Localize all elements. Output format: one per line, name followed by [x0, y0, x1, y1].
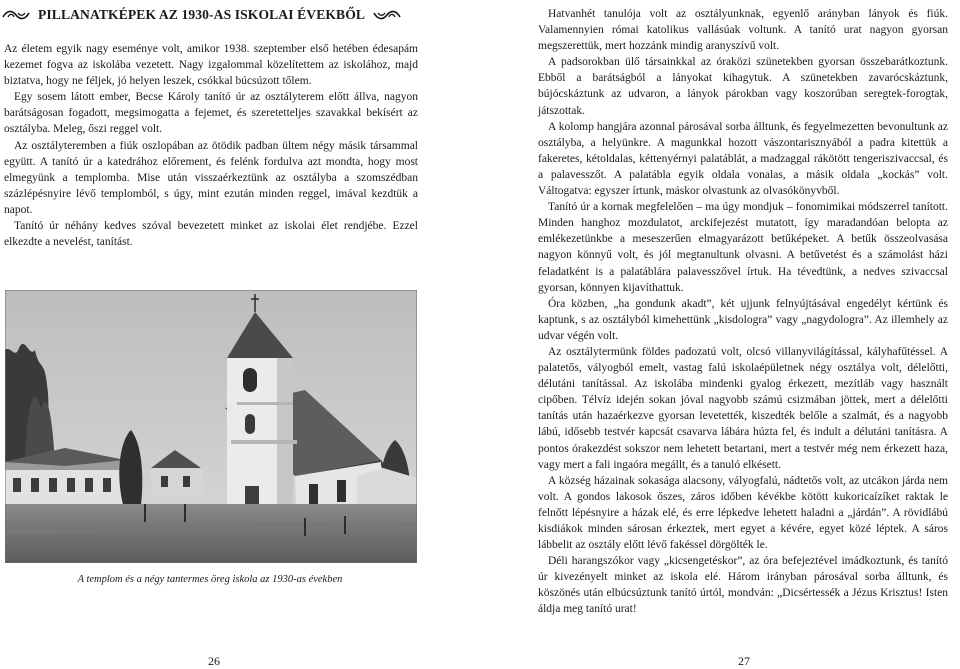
fleuron-ornament-icon: [373, 8, 401, 22]
page-number: 27: [738, 654, 750, 668]
paragraph: Tanító úr néhány kedves szóval bevezetett minket az iskolai élet rendjébe. Ezzel elkezdte a nevelést, tanítást.: [4, 220, 418, 249]
chapter-title: PILLANATKÉPEK AZ 1930-AS ISKOLAI ÉVEKBŐL: [38, 7, 366, 22]
paragraph: A padsorokban ülő társainkkal az óraközi szünetekben gyorsan összebarátkoztunk. Ebből a barátságból a lányokat kihagytuk. A szünetekben zavarócskáztunk, bújócskáztunk az udvaron, a lányok párokban vagy koszorúban seregtek-forogtak, játszottak.: [538, 56, 948, 117]
paragraph: A kolomp hangjára azonnal párosával sorba álltunk, és fegyelmezetten bevonultunk az osztályba, a helyünkre. A magunkkal hozott vászontarisznyából a padra kitettük a fakeretes, kétoldalas, kéttenyérnyi palatáblát, a madzaggal rákötött tengeriszivaccsal, és a palavesszőt. A palatábla egyik oldala vonalas, a másik oldala „kockás” volt. Váltogatva: egyszer írtunk, máskor olvastunk az olvasókönyvből.: [538, 120, 948, 198]
right-body-text: [538, 6, 948, 618]
paragraph: Hatvanhét tanulója volt az osztályunknak, egyenlő arányban lányok és fiúk. Valamennyien római katolikus vallásúak voltunk. A tanító urat nagyon gyorsan megszerettük, mert hozzánk mindig aranyszívű volt.: [538, 8, 948, 53]
paragraph: Az osztályteremben a fiúk oszlopában az ötödik padban ültem négy másik társammal együtt. A tanító úr a katedrához előrement, és felénk fordulva azt mondta, hogy most elmegyünk a templomba. Mise után visszaérkeztünk az osztályba a szomszédban százlépésnyire lévő templomból, s úgy, mint ezután minden reggel, imával kezdtük a napot.: [4, 139, 418, 216]
paragraph: Az életem egyik nagy eseménye volt, amikor 1938. szeptember első hetében édesapám kezemet fogva az iskolába vezetett. Nagy izgalommal közelítettem az iskolához, majd biztatva, hogy ne féljek, jó helyen leszek, csókkal búcsúzott tőlem.: [4, 43, 418, 88]
paragraph: Az osztálytermünk földes padozatú volt, olcsó villanyvilágítással, kályhafűtéssel. A palatetős, vályogból emelt, vastag falú iskolaépületnek négy osztálya volt, délelőtti, délutáni tanítással. Az iskolába mindenki gyalog érkezett, mezítláb vagy használt cipőben. Télvíz idején sokan jóval nagyobb számú csizmában jöttek, mert a délelőtti tanítás után hazaérkezve gyorsan levetették, kiszedték belőle a szalmát, és a nagyobb lábú, idősebb testvér kapcsát csavarva lábára húzta fel, és indult a délutáni tanításra. A pontos órakezdést sokszor nem lehetett betartani, mert a testvér még nem érkezett haza, vagy mert a fali ingaóra megállt, és a tanuló elkésett.: [538, 345, 948, 471]
paragraph: Egy sosem látott ember, Becse Károly tanító úr az osztályterem előtt állva, nagyon barátságosan fogadott, megsimogatta a fejemet, és szeretetteljes szavakkal bekísért az osztályba. Meleg, őszi reggel volt.: [4, 91, 418, 136]
right-page: [490, 0, 960, 668]
church-school-photo: [5, 290, 417, 563]
paragraph: Óra közben, „ha gondunk akadt”, két ujjunk felnyújtásával engedélyt kértünk és kaptunk, s az osztályból kimehettünk „kisdologra” vagy „nagydologra”. Az illemhely az udvar végén volt.: [538, 297, 948, 342]
fleuron-ornament-icon: [2, 8, 30, 22]
photo-caption: A templom és a négy tantermes öreg iskola az 1930-as években: [77, 574, 343, 585]
left-page: [0, 0, 470, 668]
paragraph: Tanító úr a kornak megfelelően – ma úgy mondjuk – fonomimikai módszerrel tanított. Minden hanghoz mozdulatot, arckifejezést mutatott, így maradandóan belopta az emlékezetünkbe a meseszerűen elmagyarázott betűképeket. A betűk összeolvasása nagyon könnyű volt, és jól megtanultunk olvasni. A betűvetést és a számolást házi feladatként is a palatáblára palavesszővel írtuk. Ha tévedtünk, a nedves szivaccsal gyorsan, könnyen kijavíthattuk.: [538, 201, 948, 294]
left-body-text: [4, 41, 418, 250]
paragraph: A község házainak sokasága alacsony, vályogfalú, nádtetős volt, az utcákon járda nem volt. A gondos lakosok őszes, záros időben kévékbe kötött kukoricaízíket raktak le felnőtt lépésnyire a házak elé, és erre lépkedve lehetett haladni a „járdán”. A rövidlábú kisdiákok minden sárosan érkeztek, mert egyet a kévére, egyet közé léptek. A sáros lábbelit az osztály előtt lévő fakéssel dörgölték le.: [538, 474, 948, 552]
chapter-header: [2, 4, 422, 26]
paragraph: Déli harangszókor vagy „kicsengetéskor”, az óra befejeztével imádkoztunk, és tanító úr kivezényelt minket az iskola elé. Három irányban párosával sorba álltunk, és köszönés után elbúcsúztunk tanító úrtól, mondván: „Dicsértessék a Jézus Krisztus! Isten áldja meg tanító urat!: [538, 555, 948, 616]
page-number: 26: [208, 654, 220, 668]
